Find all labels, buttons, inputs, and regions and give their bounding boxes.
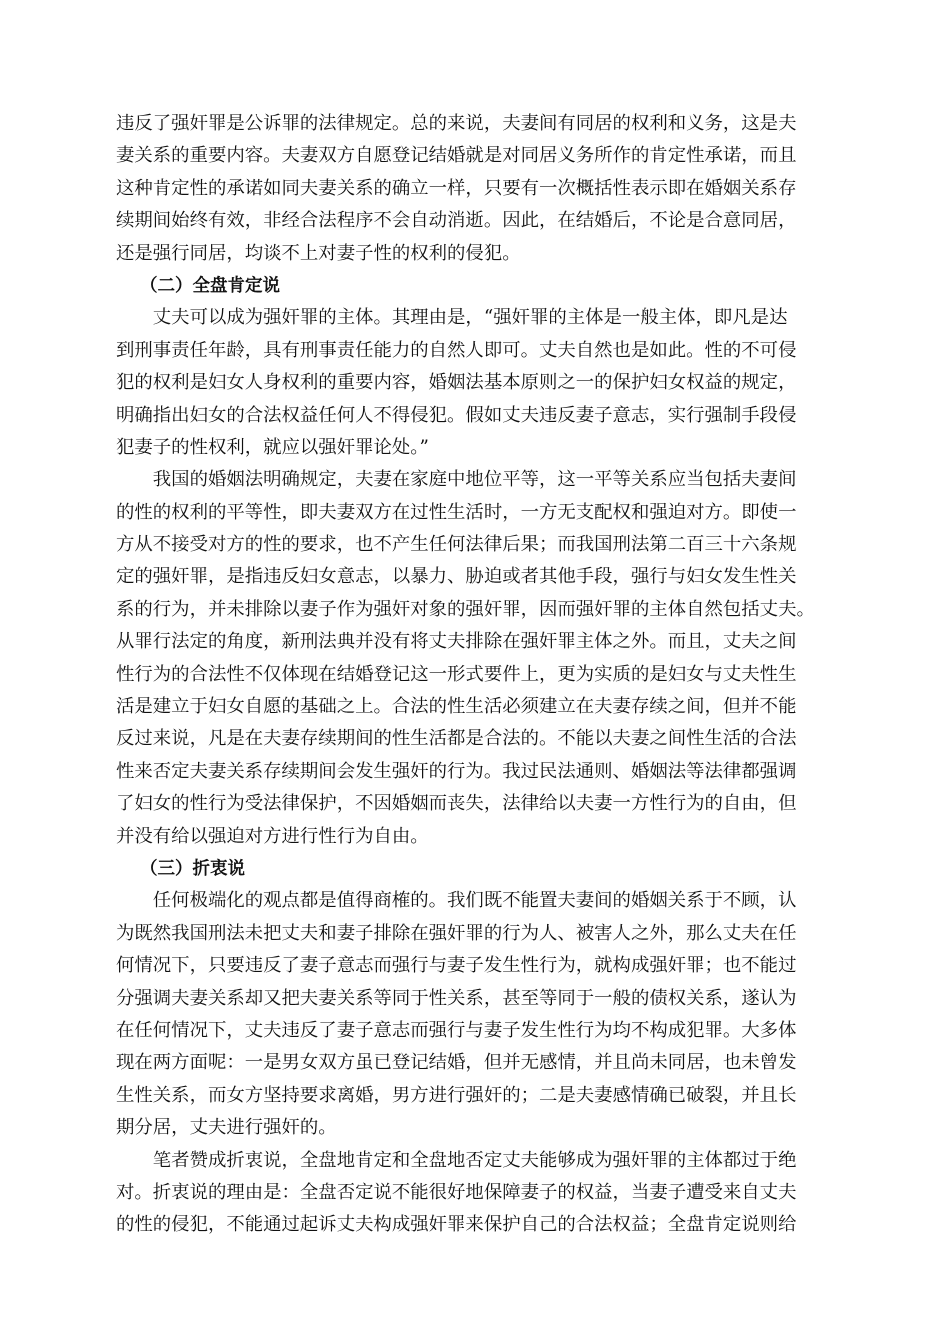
- text-line: 犯的权利是妇女人身权利的重要内容，婚姻法基本原则之一的保护妇女权益的规定，: [116, 372, 797, 394]
- text-line: 明确指出妇女的合法权益任何人不得侵犯。假如丈夫违反妻子意志，实行强制手段侵: [116, 404, 797, 426]
- body-paragraph: [116, 302, 838, 464]
- body-paragraph: [116, 885, 838, 1144]
- text-line: 这种肯定性的承诺如同夫妻关系的确立一样，只要有一次概括性表示即在婚姻关系存: [116, 177, 797, 199]
- text-line: 任何极端化的观点都是值得商榷的。我们既不能置夫妻间的婚姻关系于不顾，认: [116, 890, 797, 912]
- section-heading: （二）全盘肯定说: [140, 275, 280, 296]
- text-line: 违反了强奸罪是公诉罪的法律规定。总的来说，夫妻间有同居的权利和义务，这是夫: [116, 113, 797, 134]
- text-line: 分强调夫妻关系却又把夫妻关系等同于性关系，甚至等同于一般的债权关系，遂认为: [116, 987, 797, 1009]
- text-line: 并没有给以强迫对方进行性行为自由。: [116, 825, 429, 847]
- text-line: 何情况下，只要违反了妻子意志而强行与妻子发生性行为，就构成强奸罪；也不能过: [116, 955, 797, 977]
- text-line: 为既然我国刑法未把丈夫和妻子排除在强奸罪的行为人、被害人之外，那么丈夫在任: [116, 922, 797, 944]
- text-line: 从罪行法定的角度，新刑法典并没有将丈夫排除在强奸罪主体之外。而且，丈夫之间: [116, 631, 797, 653]
- text-line: 活是建立于妇女自愿的基础之上。合法的性生活必须建立在夫妻存续之间，但并不能: [116, 696, 797, 718]
- text-line: 的性的权利的平等性，即夫妻双方在过性生活时，一方无支配权和强迫对方。即使一: [116, 501, 797, 523]
- text-line: 我国的婚姻法明确规定，夫妻在家庭中地位平等，这一平等关系应当包括夫妻间: [116, 469, 797, 491]
- text-line: 对。折衷说的理由是：全盘否定说不能很好地保障妻子的权益，当妻子遭受来自丈夫: [116, 1181, 797, 1203]
- text-line: 还是强行同居，均谈不上对妻子性的权利的侵犯。: [116, 242, 521, 264]
- text-line: 定的强奸罪，是指违反妇女意志，以暴力、胁迫或者其他手段，强行与妇女发生性关: [116, 566, 797, 588]
- body-paragraph: [116, 1145, 838, 1242]
- text-line: 方从不接受对方的性的要求，也不产生任何法律后果；而我国刑法第二百三十六条规: [116, 534, 797, 556]
- text-line: 的性的侵犯，不能通过起诉丈夫构成强奸罪来保护自己的合法权益；全盘肯定说则给: [116, 1214, 797, 1236]
- text-line: 丈夫可以成为强奸罪的主体。其理由是，“强奸罪的主体是一般主体，即凡是达: [116, 307, 788, 329]
- body-paragraph: [116, 108, 838, 270]
- section-heading: （三）折衷说: [140, 858, 245, 879]
- body-paragraph: [116, 464, 838, 853]
- document-page: [116, 108, 838, 1242]
- text-line: 性来否定夫妻关系存续期间会发生强奸的行为。我过民法通则、婚姻法等法律都强调: [116, 760, 797, 782]
- text-line: 了妇女的性行为受法律保护，不因婚姻而丧失，法律给以夫妻一方性行为的自由，但: [116, 793, 797, 815]
- text-line: 笔者赞成折衷说，全盘地肯定和全盘地否定丈夫能够成为强奸罪的主体都过于绝: [116, 1149, 797, 1171]
- text-line: 性行为的合法性不仅体现在结婚登记这一形式要件上，更为实质的是妇女与丈夫性生: [116, 663, 797, 685]
- text-line: 犯妻子的性权利，就应以强奸罪论处。”: [116, 436, 429, 458]
- text-line: 系的行为，并未排除以妻子作为强奸对象的强奸罪，因而强奸罪的主体自然包括丈夫。: [116, 598, 815, 620]
- text-line: 反过来说，凡是在夫妻存续期间的性生活都是合法的。不能以夫妻之间性生活的合法: [116, 728, 797, 750]
- text-line: 到刑事责任年龄，具有刑事责任能力的自然人即可。丈夫自然也是如此。性的不可侵: [116, 339, 797, 361]
- text-line: 在任何情况下，丈夫违反了妻子意志而强行与妻子发生性行为均不构成犯罪。大多体: [116, 1019, 797, 1041]
- text-line: 生性关系，而女方坚持要求离婚，男方进行强奸的；二是夫妻感情确已破裂，并且长: [116, 1084, 797, 1106]
- text-line: 续期间始终有效，非经合法程序不会自动消逝。因此，在结婚后，不论是合意同居，: [116, 210, 797, 232]
- text-line: 现在两方面呢：一是男女双方虽已登记结婚，但并无感情，并且尚未同居，也未曾发: [116, 1052, 797, 1074]
- text-line: 期分居，丈夫进行强奸的。: [116, 1117, 337, 1139]
- text-line: 妻关系的重要内容。夫妻双方自愿登记结婚就是对同居义务所作的肯定性承诺，而且: [116, 145, 797, 167]
